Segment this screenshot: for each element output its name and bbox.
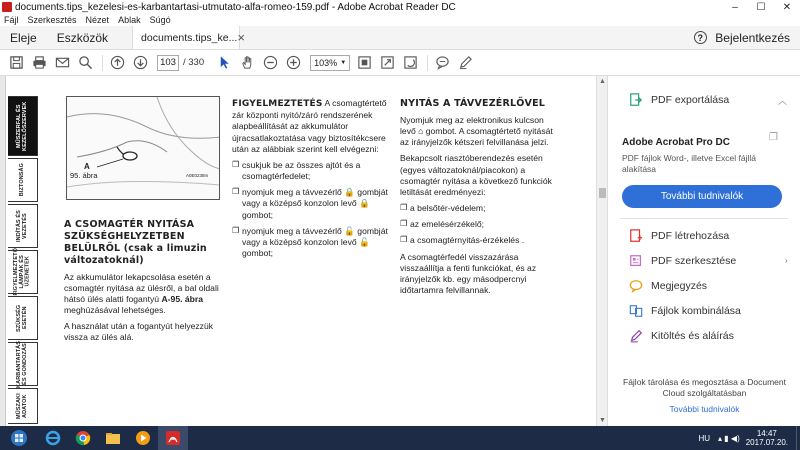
copy-icon: ❐ [769,132,778,143]
menu-file[interactable]: Fájl [4,15,19,25]
edit-pdf-icon [628,253,644,269]
help-icon: ? [694,31,707,44]
window-title: documents.tips_kezelesi-es-karbantartasi-utmutato-alfa-romeo-159.pdf - Adobe Acrobat Reader DC [15,1,456,13]
menu-view[interactable]: Nézet [85,15,110,25]
paragraph-remote: Nyomjuk meg az elektronikus kulcson levő ⌂ gombot. A csomagtértető nyitását az irányjelzők kétszeri felvillanása jelzi. [400,114,553,148]
toolbar [0,50,800,76]
column-2 [232,98,390,264]
clock-date: 2017.07.20. [745,438,788,447]
heading-emergency-opening: A CSOMAGTÉR NYITÁSA SZÜKSÉGHELYZETBEN BELÜLRŐL (csak a limuzin változatoknál) [64,219,207,266]
cloud-learn-more-link[interactable]: További tudnivalók [669,404,740,414]
next-page-icon[interactable] [130,53,150,73]
page-total: / 330 [183,57,205,68]
help-button[interactable] [689,26,711,49]
create-pdf-label: PDF létrehozása [651,230,730,242]
minimize-button[interactable]: – [732,1,738,13]
tab-document[interactable] [132,26,245,49]
warning-paragraph: FIGYELMEZTETÉS A csomagtértető zár központi nyitó/záró rendszerének alapbeállítását az akkumulátor újracsatlakoztatása vagy biztosítékcsere után az alábbiak szerint kell elvégezni: [232,98,387,154]
comment-tool-icon [628,278,644,294]
paragraph-alarm: Bekapcsolt riasztóberendezés esetén (egyes változatoknál/piacokon) a csomagtér nyitása a következő funkciók letiltását eredményezi: [400,153,552,197]
collapse-pane-icon[interactable]: › [785,256,788,265]
list-item: ❐ a csomagtérnyitás-érzékelés . [400,235,525,246]
comment-icon[interactable] [432,53,452,73]
promo-description: PDF fájlok Word-, illetve Excel fájllá alakítása [622,153,756,175]
learn-more-button[interactable]: További tudnivalók [622,185,782,208]
cloud-storage-text: Fájlok tárolása és megosztása a Document Cloud szolgáltatásban [623,377,786,399]
paragraph-restore: A csomagtérfedél visszazárása visszaállítja a fenti funkciókat, és az irányjelzők kb. egy másodpercnyi időtartamra felvillannak. [400,251,537,296]
combine-files-label: Fájlok kombinálása [651,305,741,317]
chrome-icon[interactable] [68,426,98,450]
acrobat-app-icon [2,2,12,12]
section-tabs [8,96,38,426]
column-1 [64,219,224,349]
page-number-input[interactable]: 103 [157,55,179,71]
fill-sign-icon [628,328,644,344]
chevron-up-icon[interactable]: ︿ [777,95,787,106]
create-pdf-icon [628,228,644,244]
tray-icons[interactable]: ▴ ▮ ◀) [718,433,740,443]
save-icon[interactable] [6,53,26,73]
close-button[interactable]: ✕ [782,1,792,13]
search-icon[interactable] [75,53,95,73]
pen-icon[interactable] [455,53,475,73]
vertical-scrollbar[interactable] [596,76,607,426]
zoom-value: 103% [314,57,338,68]
export-pdf-item[interactable] [608,90,800,110]
scroll-thumb[interactable] [599,188,606,198]
system-tray [698,426,800,450]
tab-home[interactable]: Eleje [10,30,37,45]
email-icon[interactable] [52,53,72,73]
paragraph-emergency: Az akkumulátor lekapcsolása esetén a csomagtér nyitása az ülésről, a bal oldali hátsó ülés alatti fogantyú A-95. ábra meghúzásával lehetséges. [64,271,219,316]
list-item: ❐ nyomjuk meg a távvezérlő 🔓 gombját vagy a középső konzolon levő 🔓 gombot; [232,225,388,259]
figure-95 [66,96,220,200]
export-pdf-label: PDF exportálása [651,94,730,106]
list-item: ❐ a belsőtér-védelem; [400,203,486,214]
comment-label: Megjegyzés [651,280,708,292]
rotate-icon[interactable] [400,53,420,73]
hand-tool-icon[interactable] [237,53,257,73]
section-tab-driving: INDÍTÁS ÉS VEZETÉS [8,204,38,248]
menu-edit[interactable]: Szerkesztés [27,15,77,25]
section-tab-maintenance: KARBANTARTÁS ÉS GONDOZÁS [8,342,38,386]
maximize-button[interactable]: ☐ [756,1,766,13]
list-item: ❐ az emelésérzékelő; [400,219,485,230]
scroll-down-icon[interactable]: ▼ [599,417,606,424]
menu-window[interactable]: Ablak [118,15,141,25]
media-player-icon[interactable] [128,426,158,450]
show-desktop-button[interactable] [796,426,800,450]
tab-bar [0,26,800,50]
menu-bar [0,14,800,26]
tools-pane [607,76,800,426]
select-cursor-icon[interactable] [214,53,234,73]
list-item: ❐ nyomjuk meg a távvezérlő 🔒 gombját vagy a középső konzolon levő 🔒 gombot; [232,187,388,220]
menu-help[interactable]: Súgó [149,15,171,25]
zoom-out-icon[interactable] [260,53,280,73]
comment-item[interactable] [608,276,800,296]
export-pdf-icon [628,92,644,108]
acrobat-taskbar-icon[interactable] [158,426,188,450]
section-tab-emergency: SZÜKSÉG ESETÉN [8,296,38,340]
title-bar [0,0,800,14]
zoom-select[interactable] [310,55,350,71]
fill-sign-item[interactable] [608,326,800,346]
taskbar [0,426,800,450]
clock[interactable] [746,429,788,447]
figure-marker: A [84,162,90,171]
combine-files-item[interactable] [608,301,800,321]
fill-sign-label: Kitöltés és aláírás [651,330,734,342]
tab-tools[interactable]: Eszközök [56,30,109,45]
section-tab-safety: BIZTONSÁG [8,158,38,202]
start-button[interactable] [0,426,38,450]
create-pdf-item[interactable] [608,226,800,246]
signin-button[interactable]: Bejelentkezés [715,30,790,45]
figure-caption: 95. ábra [70,171,98,180]
file-explorer-icon[interactable] [98,426,128,450]
ie-icon[interactable] [38,426,68,450]
section-tab-warnings: FIGYELMEZTETŐ LÁMPÁK ÉS ÜZENETEK [8,250,38,294]
scroll-up-icon[interactable]: ▲ [599,78,606,85]
language-indicator[interactable]: HU [698,433,711,443]
zoom-in-icon[interactable] [283,53,303,73]
list-item: ❐ csukjuk be az összes ajtót és a csomagtérfedelet; [232,159,361,182]
fit-page-icon[interactable] [354,53,374,73]
previous-page-icon[interactable] [107,53,127,73]
tab-document-label: documents.tips_ke... [141,31,238,44]
figure-code: A0E0238m [186,173,209,178]
full-screen-icon[interactable] [377,53,397,73]
tab-close-icon[interactable]: × [237,30,245,45]
heading-remote-opening: NYITÁS A TÁVVEZÉRLŐVEL [400,98,546,109]
paragraph-handle: A használat után a fogantyút helyezzük vissza az ülés alá. [64,321,214,343]
column-3 [400,98,560,301]
section-tab-specs: MŰSZAKI ADATOK [8,388,38,424]
edit-pdf-label: PDF szerkesztése [651,255,737,267]
combine-files-icon [628,303,644,319]
section-tab-dashboard: MŰSZERFAL ÉS KEZELŐSZERVEK [8,96,38,156]
document-view[interactable] [6,76,607,426]
edit-pdf-item[interactable] [608,251,800,271]
clock-time: 14:47 [756,428,777,438]
print-icon[interactable] [29,53,49,73]
chevron-down-icon: ▼ [340,59,347,66]
promo-title: Adobe Acrobat Pro DC [622,137,730,148]
